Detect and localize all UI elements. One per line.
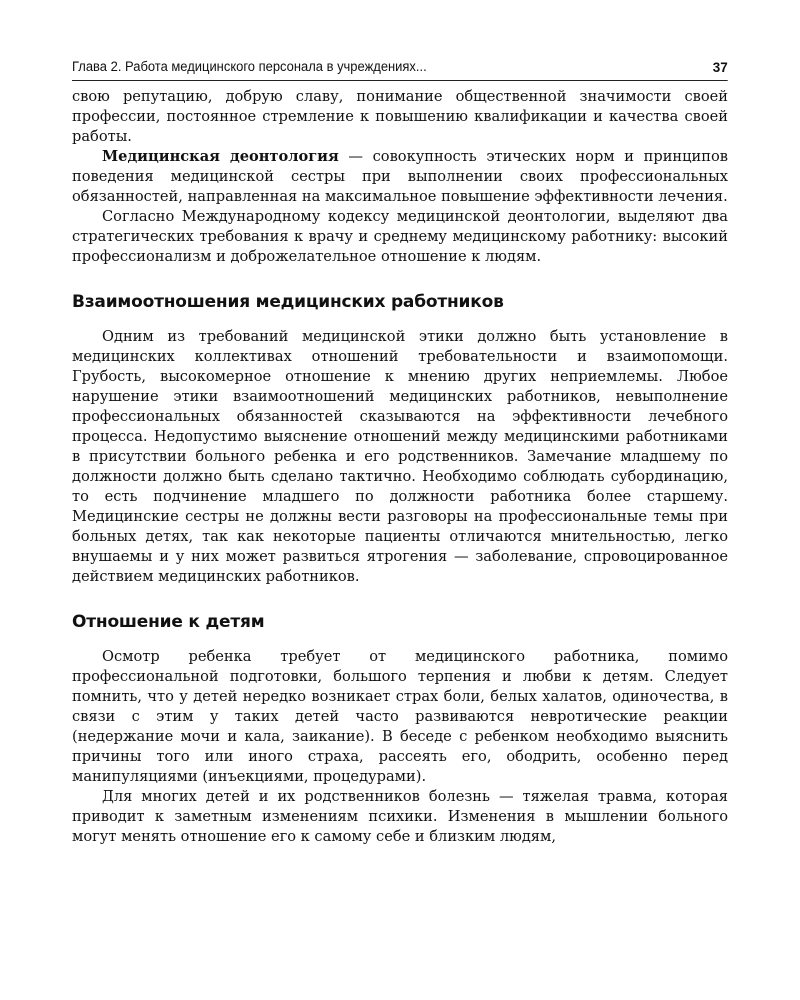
term-deontology: Медицинская деонтология [102, 148, 339, 165]
running-header [72, 58, 728, 81]
paragraph-continuation: свою репутацию, добрую славу, понимание общественной значимости своей профессии, постоянное стремление к повышению квалификации и качества своей работы. [72, 88, 728, 145]
book-page [72, 58, 728, 847]
page-number: 37 [712, 59, 728, 75]
section-heading-children: Отношение к детям [72, 612, 265, 632]
paragraph-children-illness: Для многих детей и их родственников болезнь — тяжелая травма, которая приводит к заметным изменениям психики. Изменения в мышлении больного могут менять отношение его к самому себе и близким людям, [72, 788, 728, 845]
paragraph-colleagues: Одним из требований медицинской этики должно быть установление в медицинских коллективах отношений требовательности и взаимопомощи. Грубость, высокомерное отношение к мнению других неприемлемы. Любое нарушение этики взаимоотношений медицинских работников, невыполнение профессиональных обязанностей сказываются на эффективности лечебного процесса. Недопустимо выяснение отношений между медицинскими работниками в присутствии больного ребенка и его родственников. Замечание младшему по должности должно быть сделано тактично. Необходимо соблюдать субординацию, то есть подчинение младшего по должности работника более старшему. Медицинские сестры не должны вести разговоры на профессиональные темы при больных детях, так как некоторые пациенты отличаются мнительностью, легко внушаемы и у них может развиться ятрогения — заболевание, спровоцированное действием медицинских работников. [72, 328, 728, 585]
section-heading-colleagues: Взаимоотношения медицинских работников [72, 292, 504, 312]
section-colleagues-text [72, 327, 728, 587]
paragraph-children-exam: Осмотр ребенка требует от медицинского работника, помимо профессиональной подготовки, большого терпения и любви к детям. Следует помнить, что у детей нередко возникает страх боли, белых халатов, одиночества, в связи с этим у таких детей часто развиваются невротические реакции (недержание мочи и кала, заикание). В беседе с ребенком необходимо выяснить причины того или иного страха, рассеять его, ободрить, особенно перед манипуляциями (инъекциями, процедурами). [72, 648, 728, 785]
deontology-definition: — совокупность этических норм и принципов поведения медицинской сестры при выполнении своих профессиональных обязанностей, направленная на максимальное повышение эффективности лечения. [72, 148, 728, 205]
chapter-title: Глава 2. Работа медицинского персонала в учреждениях... [72, 59, 427, 74]
section-children-text [72, 647, 728, 847]
paragraph-deontology [72, 147, 728, 207]
intro-text [72, 87, 728, 267]
paragraph-international-code: Согласно Международному кодексу медицинской деонтологии, выделяют два стратегических требования к врачу и среднему медицинскому работнику: высокий профессионализм и доброжелательное отношение к людям. [72, 208, 728, 265]
